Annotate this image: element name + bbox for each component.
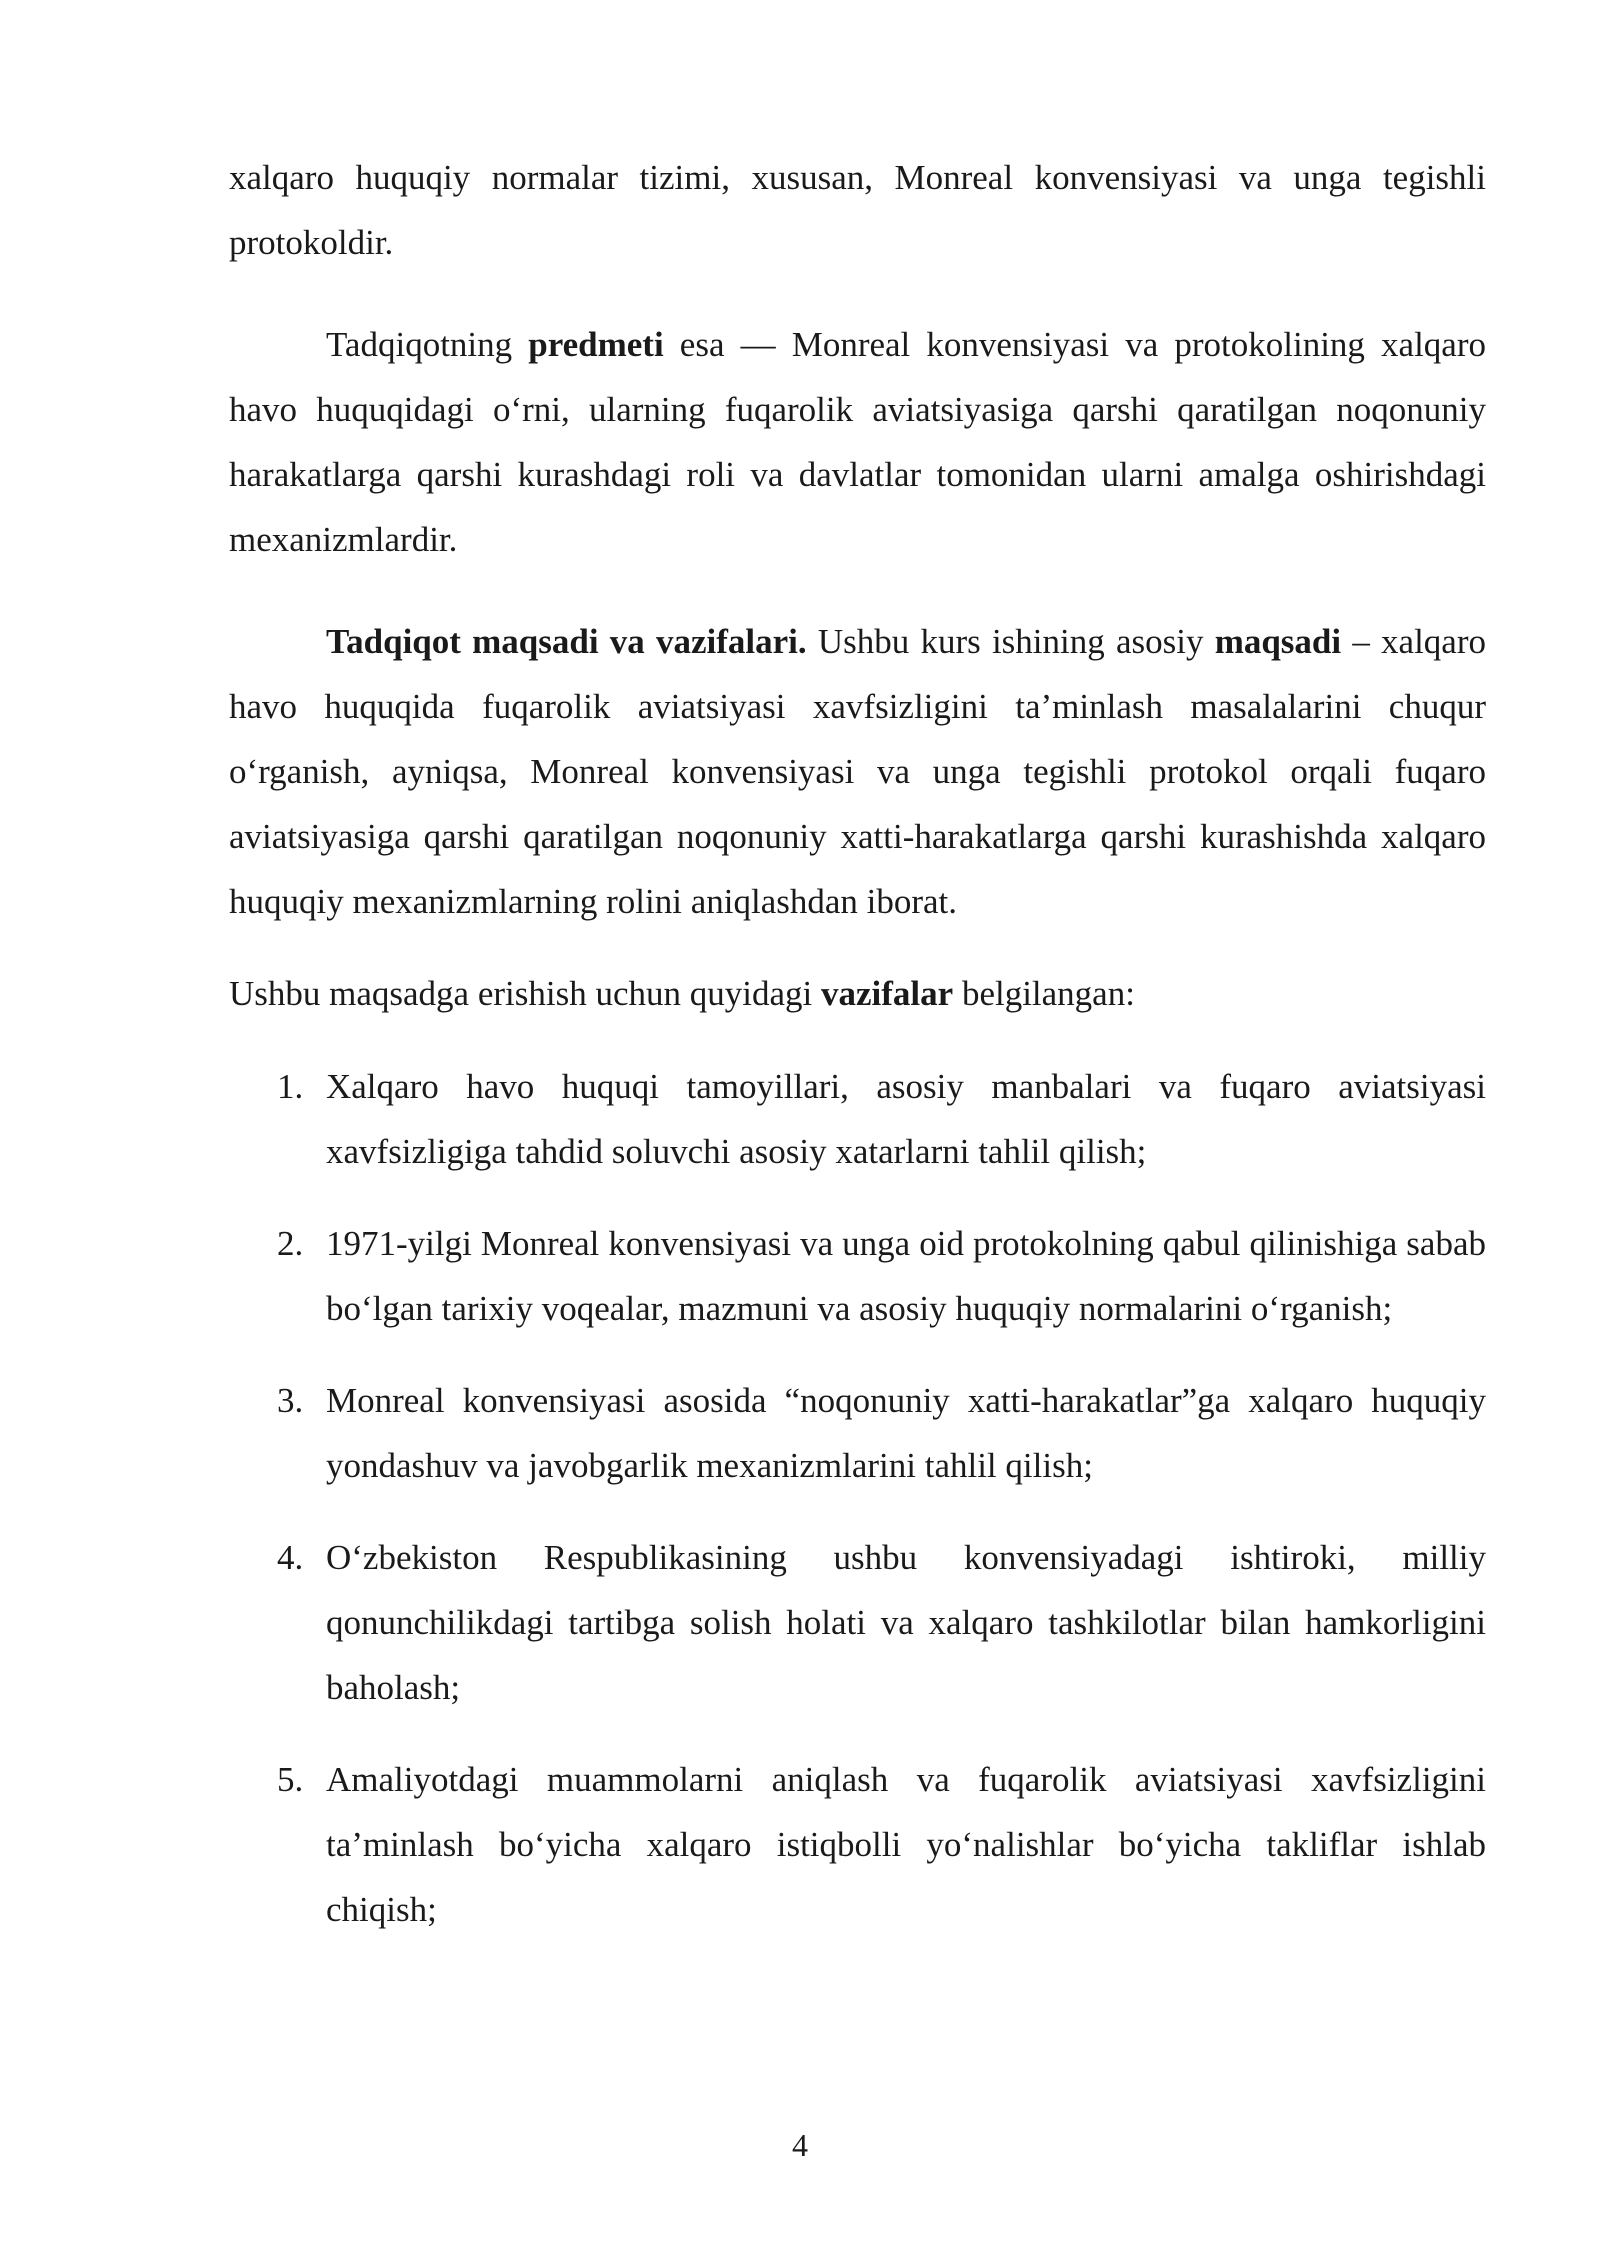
list-item bbox=[229, 1525, 1486, 1720]
list-item-text: Xalqaro havo huquqi tamoyillari, asosiy manbalari va fuqaro aviatsiyasi xavfsizligiga tahdid soluvchi asosiy xatarlarni tahlil qilish; bbox=[326, 1067, 1486, 1171]
page-number: 4 bbox=[792, 2127, 808, 2163]
paragraph-text: esa — Monreal konvensiyasi va protokolining xalqaro havo huquqidagi o‘rni, ularning fuqarolik aviatsiyasiga qarshi qaratilgan noqonuniy harakatlarga qarshi kurashdagi roli va davlatlar tomonidan ularni amalga oshirishdagi mexanizmlardir. bbox=[229, 325, 1486, 559]
list-item-number: 3. bbox=[277, 1381, 304, 1420]
bold-term: predmeti bbox=[528, 325, 664, 364]
list-item-text: Amaliyotdagi muammolarni aniqlash va fuqarolik aviatsiyasi xavfsizligini ta’minlash bo‘yicha xalqaro istiqbolli yo‘nalishlar bo‘yicha takliflar ishlab chiqish; bbox=[326, 1760, 1486, 1929]
list-item-number: 4. bbox=[277, 1538, 304, 1577]
list-item-number: 1. bbox=[277, 1067, 304, 1106]
paragraph-text: Tadqiqotning bbox=[326, 325, 529, 364]
list-item-text: O‘zbekiston Respublikasining ushbu konvensiyadagi ishtiroki, milliy qonunchilikdagi tartibga solish holati va xalqaro tashkilotlar bilan hamkorligini baholash; bbox=[326, 1538, 1486, 1707]
list-item-number: 2. bbox=[277, 1224, 304, 1263]
paragraph-subject bbox=[229, 312, 1486, 572]
list-item-text: 1971-yilgi Monreal konvensiyasi va unga oid protokolning qabul qilinishiga sabab bo‘lgan tarixiy voqealar, mazmuni va asosiy huquqiy normalarini o‘rganish; bbox=[326, 1224, 1486, 1328]
paragraph-tasks-intro bbox=[229, 961, 1486, 1026]
list-item bbox=[229, 1054, 1486, 1184]
paragraph-text: Ushbu maqsadga erishish uchun quyidagi bbox=[229, 974, 821, 1013]
bold-term: maqsadi bbox=[1214, 622, 1342, 661]
paragraph-goals bbox=[229, 609, 1486, 934]
paragraph-text: Ushbu kurs ishining asosiy bbox=[806, 622, 1215, 661]
section-heading: Tadqiqot maqsadi va vazifalari. bbox=[326, 622, 807, 661]
list-item-number: 5. bbox=[277, 1760, 304, 1799]
document-page bbox=[229, 145, 1486, 1942]
list-item bbox=[229, 1747, 1486, 1942]
list-item bbox=[229, 1211, 1486, 1341]
paragraph-text: belgilangan: bbox=[953, 974, 1135, 1013]
list-item bbox=[229, 1368, 1486, 1498]
tasks-list bbox=[229, 1054, 1486, 1942]
paragraph-continuation bbox=[229, 145, 1486, 275]
bold-term: vazifalar bbox=[821, 974, 954, 1013]
list-item-text: Monreal konvensiyasi asosida “noqonuniy xatti-harakatlar”ga xalqaro huquqiy yondashuv va javobgarlik mexanizmlarini tahlil qilish; bbox=[326, 1381, 1486, 1485]
paragraph-text: xalqaro huquqiy normalar tizimi, xususan, Monreal konvensiyasi va unga tegishli protokoldir. bbox=[229, 158, 1486, 262]
paragraph-text: – xalqaro havo huquqida fuqarolik aviatsiyasi xavfsizligini ta’minlash masalalarini chuqur o‘rganish, ayniqsa, Monreal konvensiyasi va unga tegishli protokol orqali fuqaro aviatsiyasiga qarshi qaratilgan noqonuniy xatti-harakatlarga qarshi kurashishda xalqaro huquqiy mexanizmlarning rolini aniqlashdan iborat. bbox=[229, 622, 1487, 921]
